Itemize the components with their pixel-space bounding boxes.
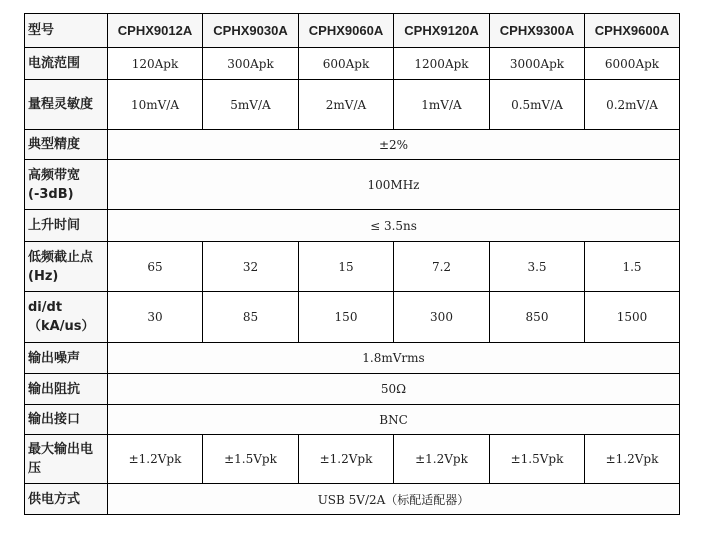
noise-value: 1.8mVrms	[108, 343, 680, 374]
low-cutoff-cell: 3.5	[490, 242, 585, 292]
didt-cell: 300	[394, 292, 490, 343]
rise-time-value: ≤ 3.5ns	[108, 210, 680, 242]
sensitivity-cell: 0.5mV/A	[490, 80, 585, 130]
spec-table	[24, 13, 680, 515]
rise-time-label: 上升时间	[25, 210, 108, 242]
low-cutoff-row	[25, 242, 680, 292]
low-cutoff-cell: 7.2	[394, 242, 490, 292]
max-voltage-cell: ±1.2Vpk	[299, 435, 394, 484]
current-range-cell: 600Apk	[299, 48, 394, 80]
impedance-row	[25, 374, 680, 405]
rise-time-row	[25, 210, 680, 242]
header-row	[25, 14, 680, 48]
current-range-row	[25, 48, 680, 80]
current-range-cell: 1200Apk	[394, 48, 490, 80]
low-cutoff-cell: 65	[108, 242, 203, 292]
model-cphx9060a: CPHX9060A	[299, 14, 394, 48]
noise-label: 输出噪声	[25, 343, 108, 374]
sensitivity-cell: 5mV/A	[203, 80, 299, 130]
current-range-cell: 3000Apk	[490, 48, 585, 80]
impedance-label: 输出阻抗	[25, 374, 108, 405]
model-label: 型号	[25, 14, 108, 48]
model-cphx9300a: CPHX9300A	[490, 14, 585, 48]
sensitivity-cell: 1mV/A	[394, 80, 490, 130]
model-cphx9012a: CPHX9012A	[108, 14, 203, 48]
low-cutoff-cell: 1.5	[585, 242, 680, 292]
bandwidth-value: 100MHz	[108, 160, 680, 210]
model-cphx9030a: CPHX9030A	[203, 14, 299, 48]
impedance-value: 50Ω	[108, 374, 680, 405]
model-cphx9600a: CPHX9600A	[585, 14, 680, 48]
model-cphx9120a: CPHX9120A	[394, 14, 490, 48]
noise-row	[25, 343, 680, 374]
didt-row	[25, 292, 680, 343]
max-voltage-cell: ±1.5Vpk	[203, 435, 299, 484]
sensitivity-cell: 0.2mV/A	[585, 80, 680, 130]
max-voltage-row	[25, 435, 680, 484]
accuracy-value: ±2%	[108, 130, 680, 160]
sensitivity-row	[25, 80, 680, 130]
interface-value: BNC	[108, 405, 680, 435]
low-cutoff-cell: 32	[203, 242, 299, 292]
max-voltage-label: 最大输出电压	[25, 435, 108, 484]
didt-cell: 850	[490, 292, 585, 343]
sensitivity-label: 量程灵敏度	[25, 80, 108, 130]
didt-cell: 150	[299, 292, 394, 343]
power-value: USB 5V/2A（标配适配器）	[108, 484, 680, 515]
bandwidth-label: 高频带宽(-3dB)	[25, 160, 108, 210]
low-cutoff-label: 低频截止点(Hz)	[25, 242, 108, 292]
sensitivity-cell: 10mV/A	[108, 80, 203, 130]
accuracy-row	[25, 130, 680, 160]
bandwidth-row	[25, 160, 680, 210]
interface-label: 输出接口	[25, 405, 108, 435]
accuracy-label: 典型精度	[25, 130, 108, 160]
max-voltage-cell: ±1.5Vpk	[490, 435, 585, 484]
current-range-cell: 300Apk	[203, 48, 299, 80]
low-cutoff-cell: 15	[299, 242, 394, 292]
didt-cell: 1500	[585, 292, 680, 343]
power-row	[25, 484, 680, 515]
power-label: 供电方式	[25, 484, 108, 515]
sensitivity-cell: 2mV/A	[299, 80, 394, 130]
current-range-cell: 120Apk	[108, 48, 203, 80]
current-range-label: 电流范围	[25, 48, 108, 80]
max-voltage-cell: ±1.2Vpk	[394, 435, 490, 484]
interface-row	[25, 405, 680, 435]
didt-cell: 30	[108, 292, 203, 343]
max-voltage-cell: ±1.2Vpk	[108, 435, 203, 484]
didt-label: di/dt （kA/us）	[25, 292, 108, 343]
max-voltage-cell: ±1.2Vpk	[585, 435, 680, 484]
didt-cell: 85	[203, 292, 299, 343]
current-range-cell: 6000Apk	[585, 48, 680, 80]
